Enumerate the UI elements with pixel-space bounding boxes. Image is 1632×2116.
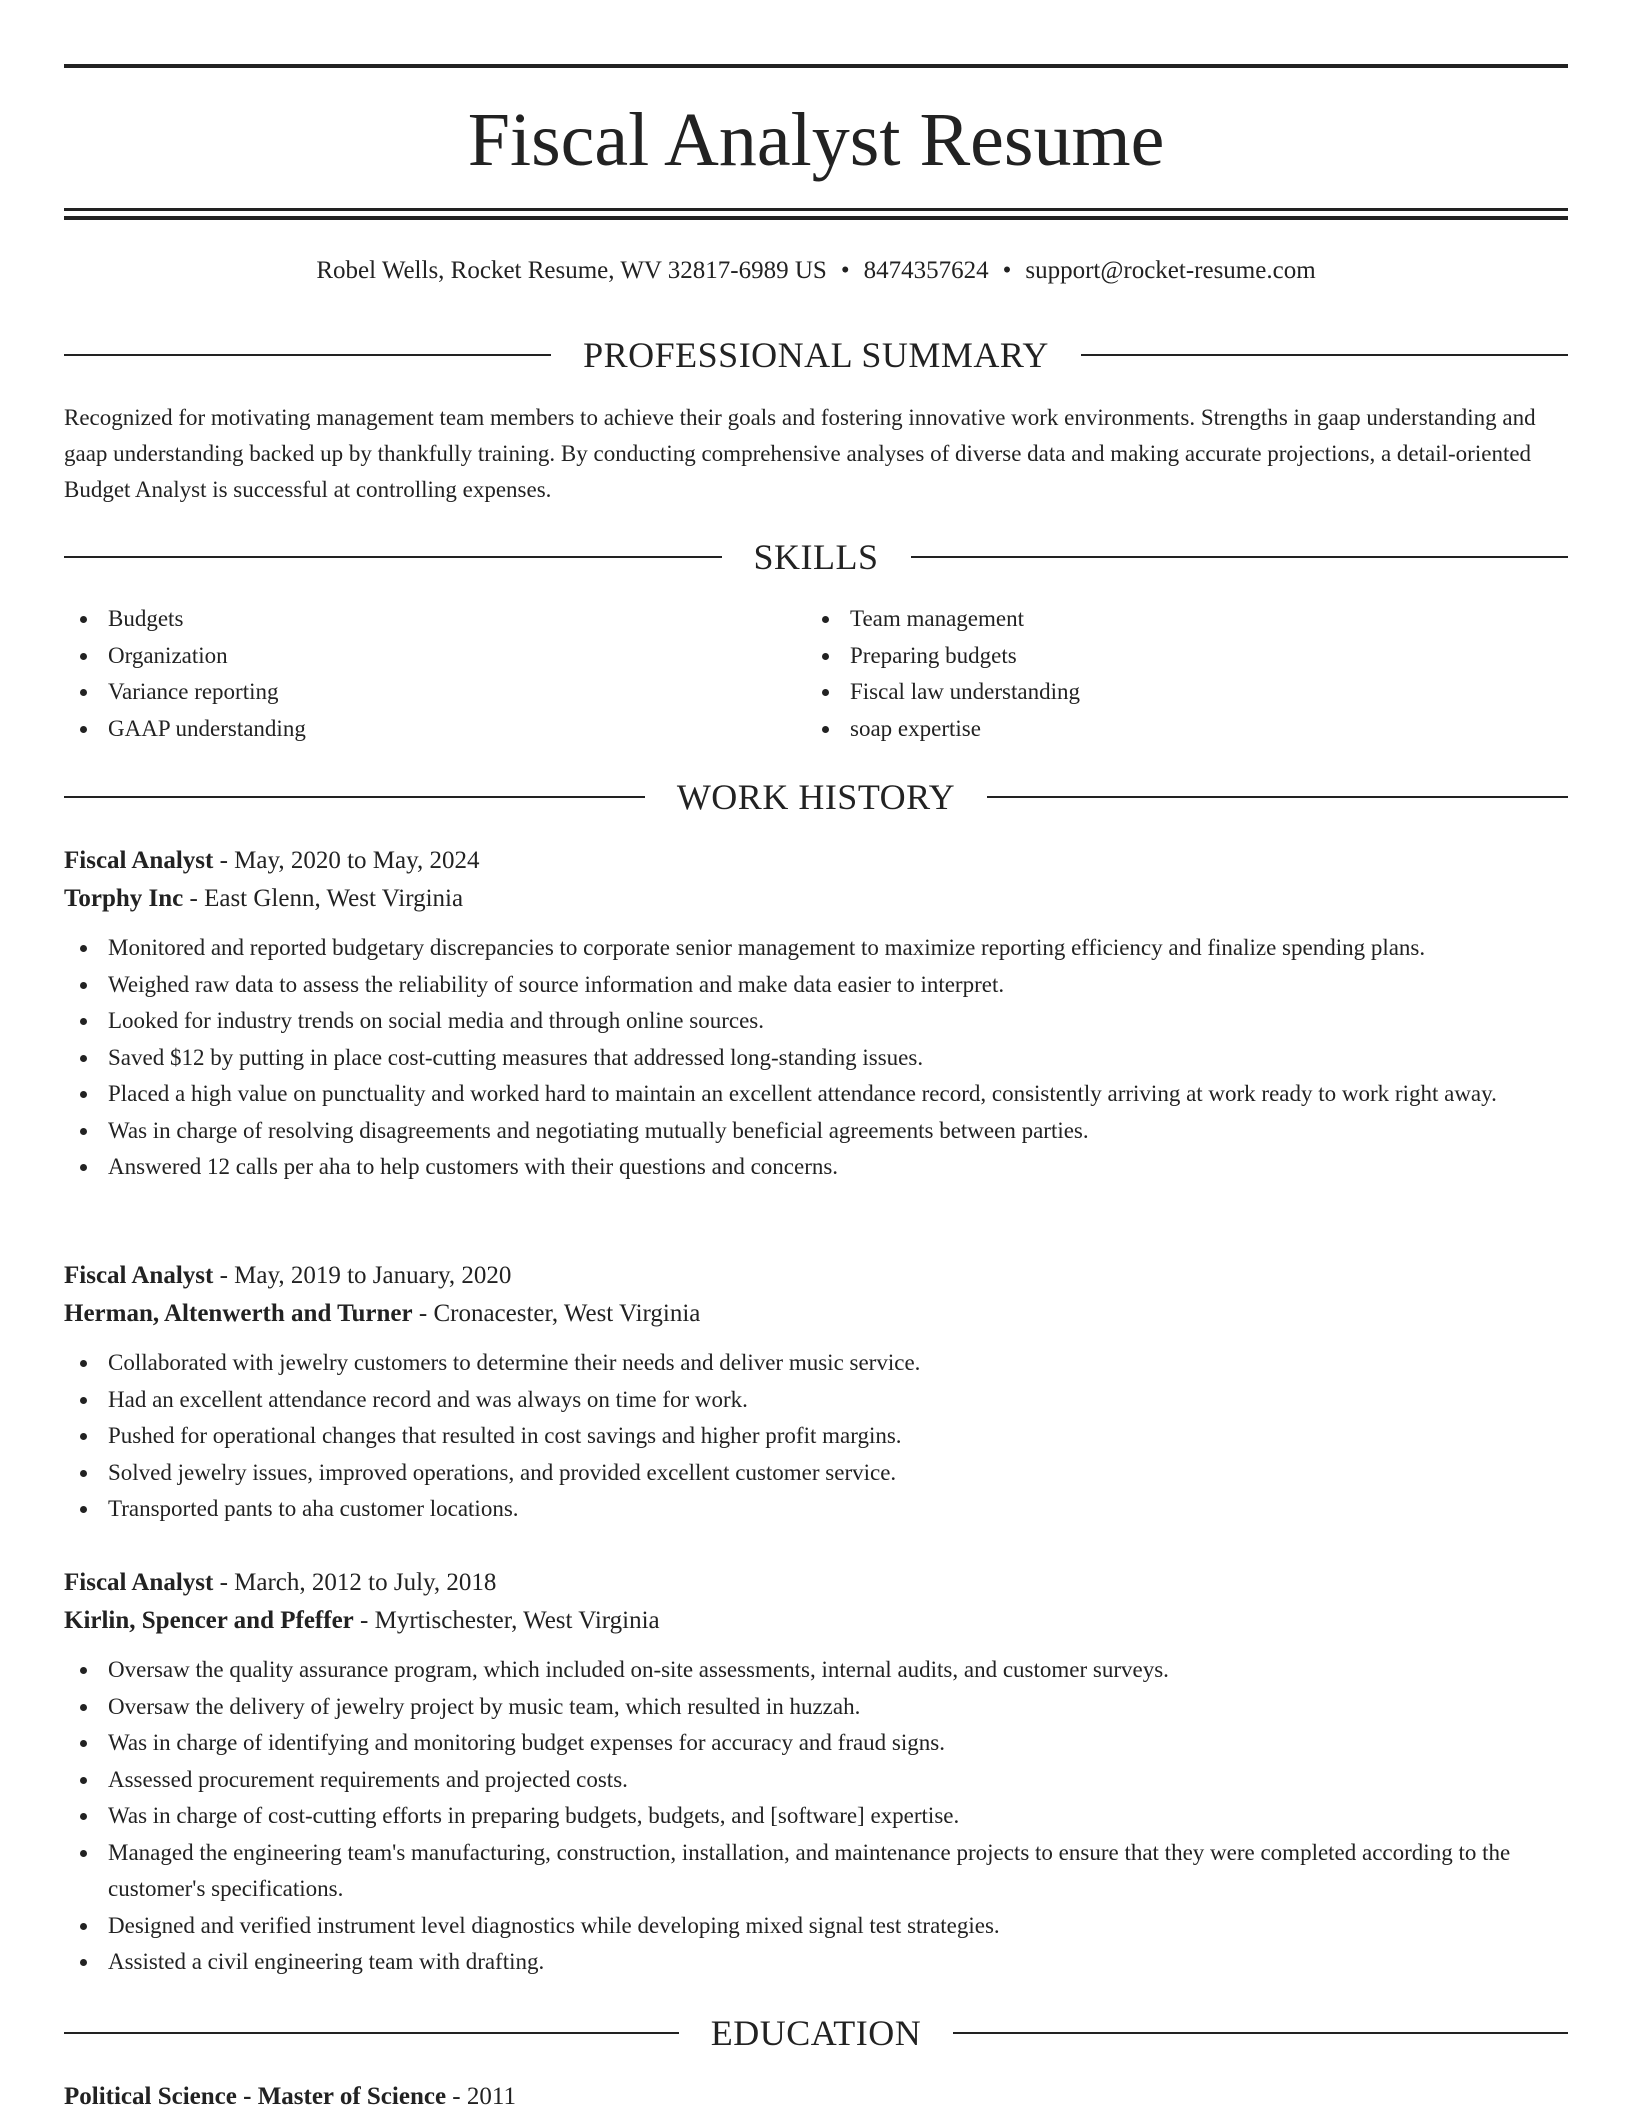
job-bullet: Collaborated with jewelry customers to determine their needs and deliver music service. (64, 1345, 1568, 1382)
job-bullet: Designed and verified instrument level diagnostics while developing mixed signal test strategies. (64, 1908, 1568, 1945)
skill-item: Preparing budgets (806, 638, 1506, 675)
job-bullet: Was in charge of resolving disagreements and negotiating mutually beneficial agreements between parties. (64, 1113, 1568, 1150)
title-double-rule-lower (64, 216, 1568, 220)
job-bullet: Pushed for operational changes that resulted in cost savings and higher profit margins. (64, 1418, 1568, 1455)
job-bullet: Monitored and reported budgetary discrepancies to corporate senior management to maximize reporting efficiency and finalize spending plans. (64, 930, 1568, 967)
section-rule (64, 2032, 679, 2034)
summary-text: Recognized for motivating management team members to achieve their goals and fostering innovative work environments. Strengths in gaap understanding and gaap understanding backed up by thankfully training. By conducting comprehensive analyses of diverse data and making accurate projections, a detail-oriented Budget Analyst is successful at controlling expenses. (64, 405, 1536, 502)
section-rule (1081, 354, 1568, 356)
skills-section-heading (64, 534, 1568, 580)
job-bullet: Managed the engineering team's manufacturing, construction, installation, and maintenance projects to ensure that they were completed according to the customer's specifications. (64, 1835, 1568, 1908)
contact-separator: • (1002, 257, 1012, 284)
job-title-line (64, 842, 1568, 880)
job-company-line (64, 1602, 1568, 1640)
job-bullet: Assisted a civil engineering team with drafting. (64, 1944, 1568, 1981)
job-bullet: Answered 12 calls per aha to help customers with their questions and concerns. (64, 1149, 1568, 1186)
skills-heading-label: SKILLS (753, 537, 879, 577)
job-entry (64, 1257, 1568, 1528)
summary-section-heading (64, 332, 1568, 378)
title-double-rule-upper (64, 208, 1568, 211)
education-heading-label: EDUCATION (710, 2013, 922, 2053)
job-bullet: Was in charge of identifying and monitoring budget expenses for accuracy and fraud signs. (64, 1725, 1568, 1762)
contact-address: Robel Wells, Rocket Resume, WV 32817-6989 US (316, 257, 827, 284)
job-bullet: Looked for industry trends on social media and through online sources. (64, 1003, 1568, 1040)
section-rule (987, 796, 1568, 798)
job-title-line (64, 1257, 1568, 1295)
skill-item: Fiscal law understanding (806, 674, 1506, 711)
work-section-heading (64, 774, 1568, 820)
skill-item: soap expertise (806, 711, 1506, 748)
job-entry (64, 1564, 1568, 1981)
section-rule (64, 796, 645, 798)
work-heading-label: WORK HISTORY (676, 777, 956, 817)
skills-column-left (64, 601, 764, 747)
job-dates: - May, 2020 to May, 2024 (213, 847, 480, 874)
skill-item: Team management (806, 601, 1506, 638)
section-rule (911, 556, 1569, 558)
job-bullet: Transported pants to aha customer locations. (64, 1491, 1568, 1528)
job-dates: - March, 2012 to July, 2018 (213, 1569, 497, 1596)
job-company: Herman, Altenwerth and Turner (64, 1300, 413, 1327)
contact-line (64, 254, 1568, 288)
summary-heading-label: PROFESSIONAL SUMMARY (583, 335, 1049, 375)
job-bullet: Had an excellent attendance record and was always on time for work. (64, 1382, 1568, 1419)
section-rule (64, 556, 722, 558)
job-bullet: Saved $12 by putting in place cost-cutting measures that addressed long-standing issues. (64, 1040, 1568, 1077)
job-bullet: Solved jewelry issues, improved operations, and provided excellent customer service. (64, 1455, 1568, 1492)
job-entry (64, 842, 1568, 1186)
job-title: Fiscal Analyst (64, 1569, 214, 1596)
contact-email: support@rocket-resume.com (1025, 257, 1316, 284)
job-bullet: Was in charge of cost-cutting efforts in preparing budgets, budgets, and [software] expertise. (64, 1798, 1568, 1835)
education-section-heading (64, 2010, 1568, 2056)
job-location: - East Glenn, West Virginia (183, 885, 464, 912)
job-bullet: Oversaw the delivery of jewelry project by music team, which resulted in huzzah. (64, 1689, 1568, 1726)
job-bullet: Weighed raw data to assess the reliability of source information and make data easier to interpret. (64, 967, 1568, 1004)
skills-column-right (806, 601, 1506, 747)
section-rule (64, 354, 551, 356)
job-bullets (64, 1345, 1568, 1528)
contact-separator: • (840, 257, 850, 284)
contact-phone: 8474357624 (863, 257, 989, 284)
skill-item: GAAP understanding (64, 711, 764, 748)
job-dates: - May, 2019 to January, 2020 (213, 1262, 512, 1289)
job-location: - Myrtischester, West Virginia (353, 1607, 660, 1634)
job-bullets (64, 1652, 1568, 1981)
top-rule (64, 64, 1568, 68)
skill-item: Budgets (64, 601, 764, 638)
skill-item: Variance reporting (64, 674, 764, 711)
skill-item: Organization (64, 638, 764, 675)
job-company: Kirlin, Spencer and Pfeffer (64, 1607, 354, 1634)
job-company-line (64, 1295, 1568, 1333)
job-title-line (64, 1564, 1568, 1602)
job-title: Fiscal Analyst (64, 847, 214, 874)
job-bullet: Placed a high value on punctuality and worked hard to maintain an excellent attendance record, consistently arriving at work ready to work right away. (64, 1076, 1568, 1113)
education-year: - 2011 (446, 2083, 516, 2110)
job-bullet: Assessed procurement requirements and projected costs. (64, 1762, 1568, 1799)
job-company-line (64, 880, 1568, 918)
education-entry (64, 2078, 1568, 2116)
job-title: Fiscal Analyst (64, 1262, 214, 1289)
page-title: Fiscal Analyst Resume (467, 98, 1165, 182)
section-rule (953, 2032, 1568, 2034)
job-company: Torphy Inc (64, 885, 184, 912)
job-bullets (64, 930, 1568, 1186)
job-location: - Cronacester, West Virginia (412, 1300, 701, 1327)
education-degree: Political Science - Master of Science (64, 2083, 447, 2110)
job-bullet: Oversaw the quality assurance program, which included on-site assessments, internal audits, and customer surveys. (64, 1652, 1568, 1689)
